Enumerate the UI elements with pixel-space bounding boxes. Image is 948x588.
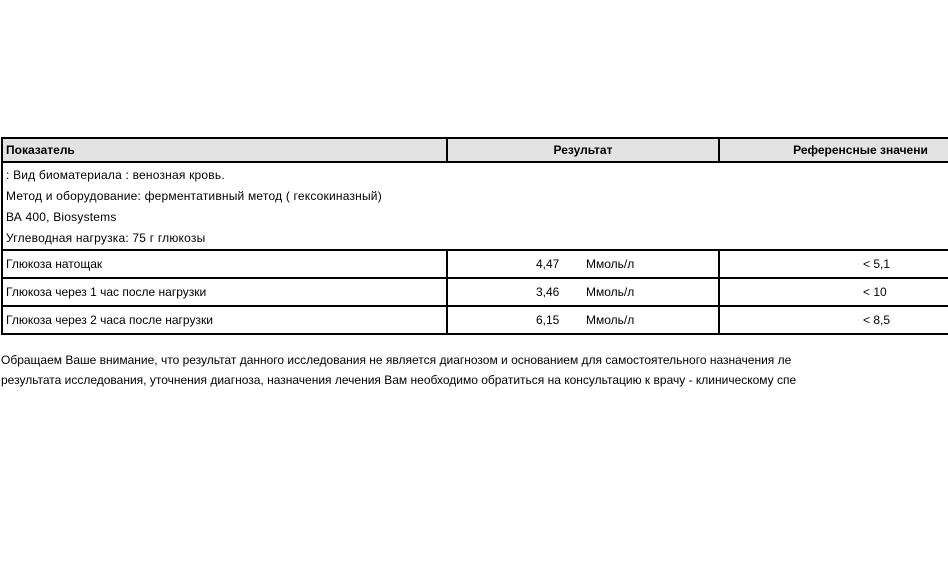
info-line-load: Углеводная нагрузка: 75 г глюкозы: [6, 231, 206, 245]
disclaimer-line-2: результата исследования, уточнения диагноза, назначения лечения Вам необходимо обратиться на консультацию к врачу - клиническому спе: [1, 373, 797, 387]
table-row: [2, 250, 948, 278]
header-indicator: Показатель: [2, 138, 447, 162]
info-line-equipment: ВА 400, Biosystems: [6, 210, 117, 224]
row-indicator-name: Глюкоза через 1 час после нагрузки: [2, 278, 447, 306]
row-result-unit: Ммоль/л: [586, 285, 635, 299]
disclaimer-notice: [1, 350, 948, 390]
row-indicator-name: Глюкоза через 2 часа после нагрузки: [2, 306, 447, 334]
table-row: [2, 278, 948, 306]
info-line-method: Метод и оборудование: ферментативный метод ( гексокиназный): [6, 189, 382, 203]
row-result-cell: [447, 278, 719, 306]
table-row: [2, 306, 948, 334]
lab-results-table: [1, 137, 948, 335]
disclaimer-line-1: Обращаем Ваше внимание, что результат данного исследования не является диагнозом и основанием для самостоятельного назначения ле: [1, 353, 792, 367]
row-result-value: 3,46: [536, 285, 560, 299]
row-reference-value: < 5,1: [719, 250, 948, 278]
row-reference-value: < 10: [719, 278, 948, 306]
row-result-unit: Ммоль/л: [586, 313, 635, 327]
lab-results-table-container: [1, 137, 948, 335]
row-result-value: 4,47: [536, 257, 560, 271]
table-header-row: [2, 138, 948, 162]
biomaterial-info-row: [2, 162, 948, 250]
row-reference-value: < 8,5: [719, 306, 948, 334]
row-result-cell: [447, 306, 719, 334]
row-result-cell: [447, 250, 719, 278]
header-reference: Референсные значени: [719, 138, 948, 162]
biomaterial-info-cell: [2, 162, 948, 250]
header-result: Результат: [447, 138, 719, 162]
row-result-unit: Ммоль/л: [586, 257, 635, 271]
row-indicator-name: Глюкоза натощак: [2, 250, 447, 278]
info-line-biomaterial: : Вид биоматериала : венозная кровь.: [6, 168, 225, 182]
row-result-value: 6,15: [536, 313, 560, 327]
